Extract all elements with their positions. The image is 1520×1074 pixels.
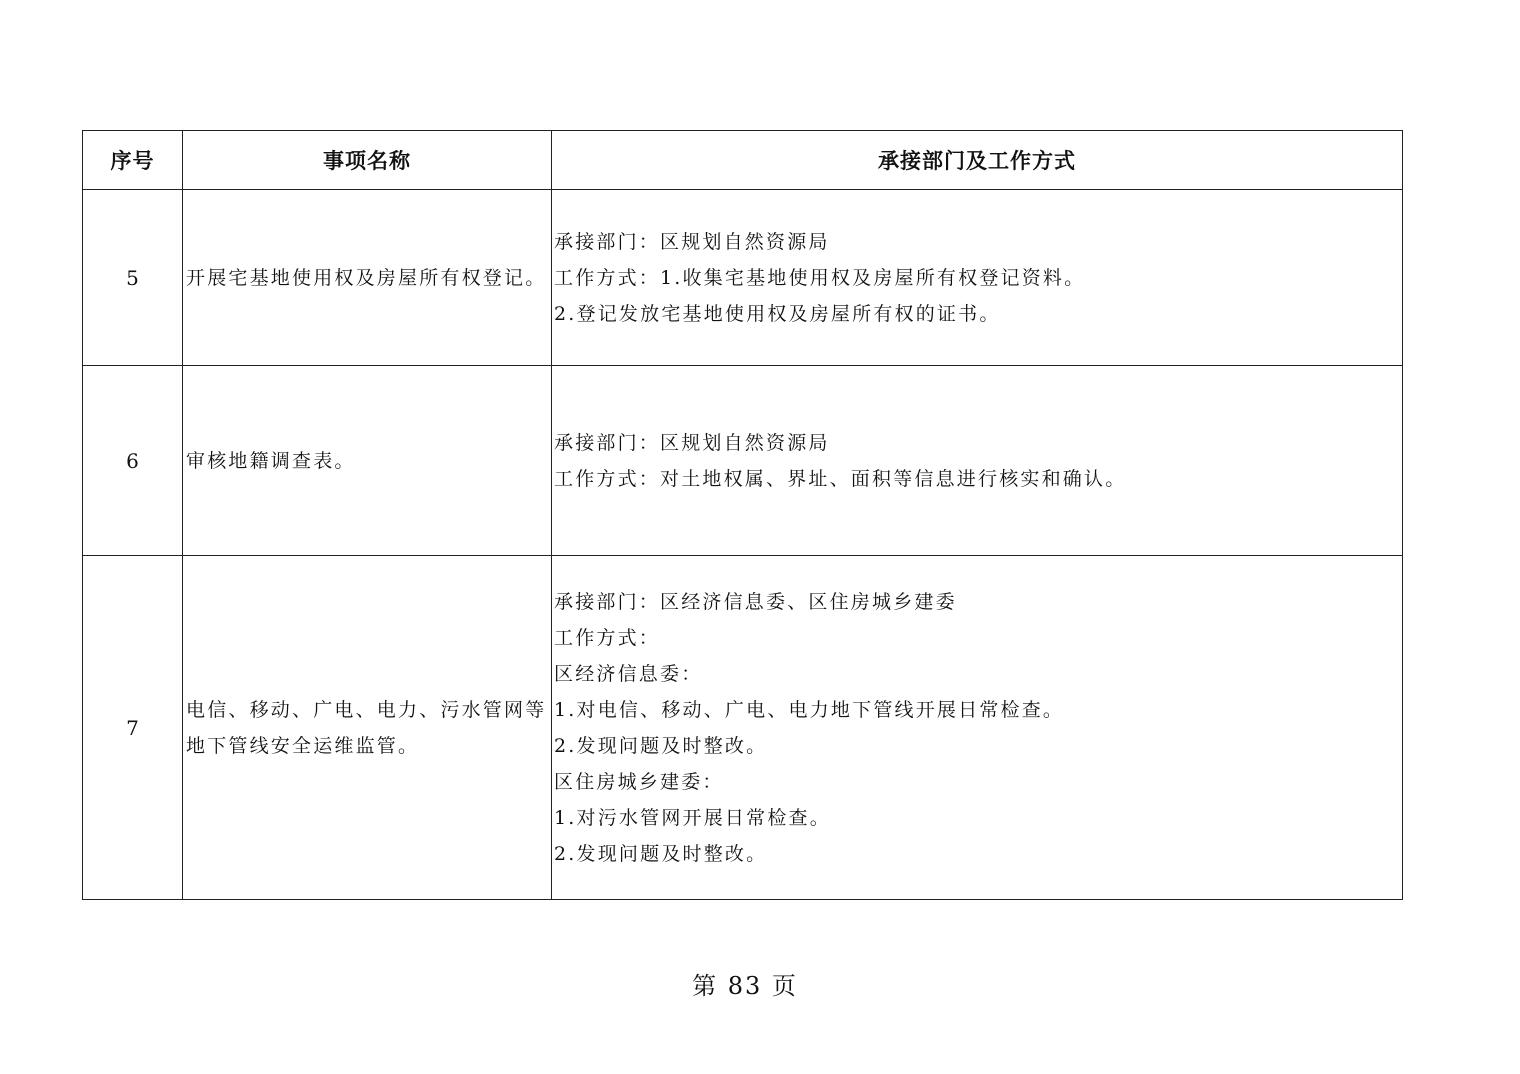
dept-line: 1.对污水管网开展日常检查。 <box>554 806 831 829</box>
row-serial-number: 7 <box>83 556 183 900</box>
header-department-and-method: 承接部门及工作方式 <box>552 131 1403 190</box>
row-department-and-method <box>552 366 1403 556</box>
matter-name-line: 电信、移动、广电、电力、污水管网等 <box>186 698 547 721</box>
matter-name-line: 审核地籍调查表。 <box>186 449 356 472</box>
dept-line: 区经济信息委： <box>554 662 703 685</box>
matter-name-line: 开展宅基地使用权及房屋所有权登记。 <box>186 266 547 289</box>
row-matter-name <box>183 190 552 366</box>
dept-line: 2.登记发放宅基地使用权及房屋所有权的证书。 <box>554 302 1001 325</box>
table-header-row <box>83 131 1403 190</box>
row-matter-name <box>183 366 552 556</box>
row-serial-number: 6 <box>83 366 183 556</box>
dept-line: 工作方式： <box>554 626 661 649</box>
dept-line: 2.发现问题及时整改。 <box>554 734 768 757</box>
matters-table <box>82 130 1403 900</box>
dept-line: 1.对电信、移动、广电、电力地下管线开展日常检查。 <box>554 698 1065 721</box>
row-department-and-method <box>552 556 1403 900</box>
header-matter-name: 事项名称 <box>183 131 552 190</box>
table-row <box>83 366 1403 556</box>
table-row <box>83 556 1403 900</box>
table-row <box>83 190 1403 366</box>
dept-line: 承接部门：区规划自然资源局 <box>554 230 830 253</box>
dept-line: 区住房城乡建委： <box>554 770 724 793</box>
header-serial-number: 序号 <box>83 131 183 190</box>
dept-line: 工作方式：对土地权属、界址、面积等信息进行核实和确认。 <box>554 467 1127 490</box>
matter-name-line: 地下管线安全运维监管。 <box>186 734 420 757</box>
dept-line: 承接部门：区经济信息委、区住房城乡建委 <box>554 590 957 613</box>
dept-line: 承接部门：区规划自然资源局 <box>554 431 830 454</box>
row-department-and-method <box>552 190 1403 366</box>
page-number: 第 83 页 <box>692 972 798 1000</box>
row-matter-name <box>183 556 552 900</box>
row-serial-number: 5 <box>83 190 183 366</box>
dept-line: 工作方式：1.收集宅基地使用权及房屋所有权登记资料。 <box>554 266 1086 289</box>
dept-line: 2.发现问题及时整改。 <box>554 842 768 865</box>
